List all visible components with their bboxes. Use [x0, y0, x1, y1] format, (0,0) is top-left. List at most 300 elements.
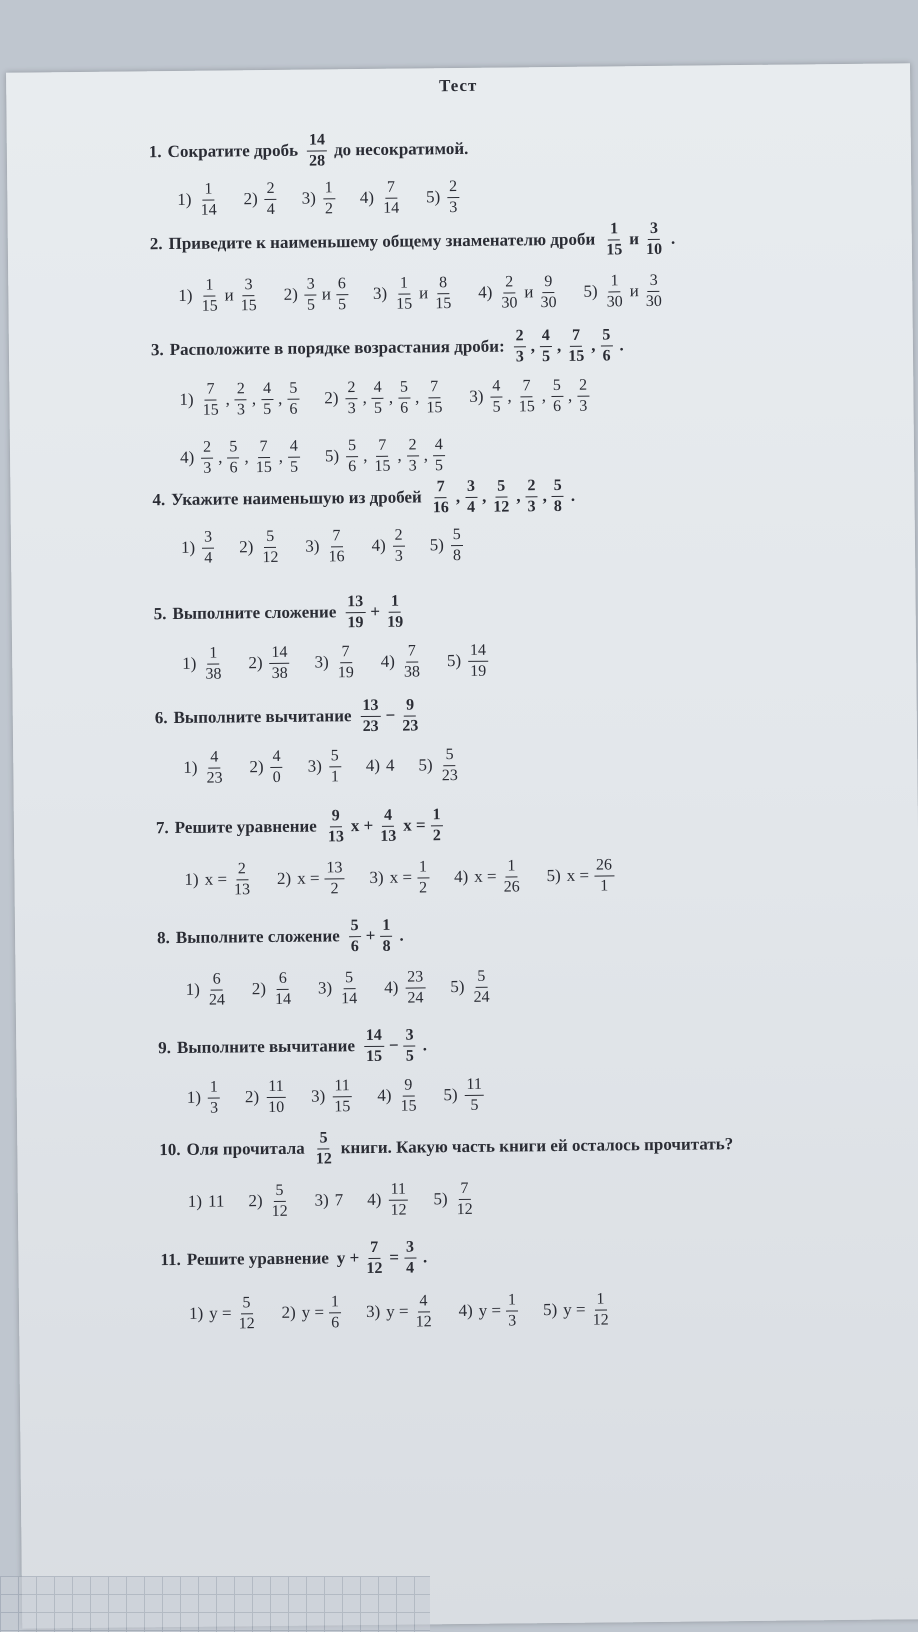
denominator: 15	[606, 240, 623, 259]
math-text: x =	[297, 868, 320, 888]
answer-label: 1)	[180, 537, 196, 558]
math-text: ,	[541, 386, 547, 406]
denominator: 12	[415, 1312, 432, 1331]
fraction	[406, 436, 418, 474]
fraction	[451, 526, 463, 564]
fraction	[238, 276, 258, 314]
answer-option	[443, 1076, 487, 1115]
test-sheet	[6, 63, 918, 1628]
answer-option	[366, 1292, 437, 1331]
math-text: x =	[403, 815, 426, 835]
fraction	[332, 1077, 352, 1115]
denominator: 6	[348, 457, 357, 475]
numerator: 2	[406, 436, 418, 456]
fraction	[372, 379, 384, 417]
denominator: 15	[396, 295, 413, 313]
answer-label: 3)	[301, 188, 316, 208]
answer-options-row	[189, 1290, 636, 1333]
numerator: 23	[405, 968, 425, 988]
numerator: 11	[464, 1076, 484, 1096]
answer-label: 4)	[453, 867, 469, 887]
numerator: 5	[346, 437, 358, 457]
answer-label: 4)	[384, 977, 399, 997]
question-number: 4.	[152, 490, 166, 510]
denominator: 3	[203, 459, 212, 477]
answer-label: 1)	[182, 653, 197, 674]
question-text: Расположите в порядке возрастания дроби:	[169, 336, 505, 360]
denominator: 15	[366, 1047, 383, 1065]
question-number: 5.	[153, 604, 167, 624]
numerator: 9	[330, 807, 342, 827]
fraction	[372, 437, 392, 475]
answer-option	[324, 378, 447, 417]
denominator: 14	[341, 989, 358, 1007]
numerator: 1	[608, 272, 620, 292]
answer-option	[181, 529, 218, 568]
answer-label: 2)	[324, 388, 339, 408]
numerator: 3	[465, 478, 477, 498]
fraction	[501, 857, 521, 895]
math-text: 7	[334, 1190, 344, 1210]
answer-label: 3)	[305, 536, 320, 556]
question-text: Решите уравнение	[186, 1248, 329, 1269]
answer-label: 2)	[249, 757, 264, 777]
answer-option	[314, 1190, 345, 1210]
numerator: 5	[329, 747, 341, 767]
denominator: 23	[441, 766, 458, 784]
answer-label: 5)	[542, 1300, 558, 1320]
question-5	[154, 593, 409, 634]
question-number: 11.	[160, 1250, 181, 1270]
fraction	[499, 273, 519, 311]
denominator: 15	[334, 1097, 351, 1115]
answer-option	[369, 858, 432, 897]
fraction	[517, 377, 537, 415]
numerator: 7	[330, 527, 342, 547]
fraction	[594, 856, 614, 894]
numerator: 5	[273, 1182, 285, 1202]
denominator: 12	[456, 1200, 473, 1218]
denominator: 14	[383, 199, 400, 217]
numerator: 4	[288, 438, 300, 458]
answer-option	[243, 180, 280, 219]
math-text: −	[385, 705, 396, 725]
math-text: x =	[474, 866, 497, 886]
numerator: 5	[495, 478, 507, 498]
denominator: 6	[602, 347, 611, 365]
answer-label: 4)	[478, 282, 493, 302]
denominator: 6	[289, 400, 298, 418]
fraction	[345, 593, 365, 631]
fraction	[380, 917, 392, 955]
fraction	[287, 380, 299, 418]
answer-label: 2)	[243, 189, 258, 209]
math-text: ,	[397, 445, 402, 465]
answer-label: 2)	[248, 653, 263, 673]
answer-option	[245, 1078, 290, 1117]
fraction	[388, 1181, 408, 1219]
fraction	[402, 642, 422, 680]
denominator: 13	[380, 827, 397, 845]
denominator: 28	[309, 151, 326, 170]
fraction	[324, 859, 344, 897]
math-text: +	[365, 926, 376, 946]
numerator: 7	[435, 478, 447, 498]
math-text: ,	[556, 336, 562, 356]
answer-option	[239, 528, 284, 567]
answer-options-row	[179, 376, 614, 419]
denominator: 8	[382, 937, 391, 955]
numerator: 5	[349, 917, 361, 937]
fraction	[464, 1076, 484, 1114]
numerator: 4	[208, 749, 220, 769]
numerator: 3	[242, 276, 254, 296]
numerator: 5	[551, 377, 563, 397]
math-text: ,	[388, 387, 394, 407]
fraction	[431, 478, 451, 516]
answer-label: 2)	[276, 868, 292, 889]
numerator: 11	[332, 1077, 352, 1097]
question-expression	[601, 220, 667, 259]
answer-option	[248, 644, 293, 683]
fraction	[490, 378, 502, 416]
numerator: 2	[577, 377, 589, 397]
denominator: 14	[200, 201, 217, 219]
question-expression	[511, 326, 616, 365]
numerator: 7	[385, 179, 397, 199]
answer-option	[305, 527, 350, 566]
answer-label: 5)	[433, 1189, 448, 1209]
math-text: +	[370, 601, 381, 622]
denominator: 30	[501, 293, 518, 312]
fraction	[260, 528, 280, 566]
fraction	[236, 1294, 256, 1332]
denominator: 5	[337, 295, 347, 313]
denominator: 6	[331, 1313, 340, 1331]
answer-option	[426, 178, 463, 217]
fraction	[454, 1180, 474, 1218]
numerator: 5	[398, 379, 410, 399]
numerator: 4	[270, 748, 282, 768]
denominator: 13	[234, 880, 251, 898]
math-text: ,	[516, 486, 521, 506]
numerator: 1	[380, 917, 392, 937]
fraction	[392, 527, 404, 565]
numerator: 14	[269, 644, 289, 664]
denominator: 6	[350, 937, 359, 955]
question-text-tail: .	[570, 485, 576, 505]
fraction	[273, 970, 293, 1008]
answer-label: 2)	[281, 1302, 296, 1323]
numerator: 8	[437, 274, 449, 294]
fraction	[314, 1129, 334, 1167]
fraction	[364, 1239, 384, 1277]
question-text: Решите уравнение	[174, 816, 317, 838]
numerator: 1	[505, 857, 517, 877]
math-text: ,	[225, 389, 230, 409]
denominator: 6	[552, 397, 562, 415]
answer-label: 2)	[283, 284, 298, 304]
question-6	[155, 696, 424, 737]
denominator: 5	[470, 1096, 479, 1114]
denominator: 3	[209, 1099, 219, 1117]
answer-options-row	[181, 526, 488, 567]
math-text: ,	[363, 446, 368, 466]
answer-option	[583, 272, 667, 311]
fraction	[403, 1026, 415, 1064]
math-text: ,	[278, 388, 283, 408]
denominator: 13	[327, 827, 344, 845]
question-4	[152, 477, 575, 520]
numerator: 1	[398, 275, 410, 295]
numerator: 3	[648, 220, 660, 240]
denominator: 23	[402, 717, 419, 735]
denominator: 38	[205, 665, 222, 683]
numerator: 4	[382, 807, 394, 827]
numerator: 6	[336, 275, 348, 295]
question-text-tail: .	[619, 335, 624, 355]
answer-label: 3)	[314, 1190, 329, 1210]
fraction	[227, 438, 239, 476]
math-text: y =	[301, 1302, 325, 1322]
numerator: 5	[552, 477, 564, 497]
fraction	[400, 696, 420, 734]
answer-label: 1)	[179, 389, 194, 410]
denominator: 6	[229, 458, 238, 477]
fraction	[604, 220, 624, 258]
numerator: 5	[264, 528, 276, 548]
question-expression	[346, 917, 396, 956]
fraction	[540, 327, 552, 365]
numerator: 1	[202, 181, 214, 201]
answer-label: 2)	[239, 537, 254, 557]
numerator: 5	[443, 746, 455, 766]
denominator: 12	[315, 1149, 332, 1168]
fraction	[506, 1291, 518, 1329]
numerator: 11	[266, 1078, 286, 1098]
numerator: 5	[227, 438, 239, 458]
denominator: 12	[262, 548, 279, 566]
fraction	[604, 272, 624, 310]
question-text-tail: книги. Какую часть книги ей осталось прочитать?	[340, 1134, 734, 1158]
numerator: 2	[345, 379, 357, 399]
question-text: Выполните вычитание	[173, 706, 352, 728]
answer-option	[371, 527, 408, 566]
denominator: 19	[470, 662, 487, 680]
answer-options-row	[178, 272, 689, 316]
denominator: 5	[306, 296, 316, 314]
fraction	[232, 860, 252, 898]
denominator: 10	[268, 1098, 285, 1116]
question-3	[151, 326, 624, 369]
question-expression	[428, 477, 567, 517]
answer-label: 5)	[324, 446, 340, 466]
question-expression	[323, 806, 446, 845]
math-text: y =	[386, 1301, 409, 1321]
denominator: 23	[206, 769, 223, 787]
answer-label: 3)	[372, 283, 388, 303]
denominator: 24	[473, 988, 490, 1006]
math-text: ,	[591, 335, 596, 355]
answer-label: 4)	[380, 651, 395, 671]
numerator: 13	[324, 859, 344, 879]
answer-label: 1)	[185, 979, 200, 999]
answer-option	[180, 438, 303, 477]
denominator: 15	[374, 457, 391, 475]
fraction	[413, 1292, 433, 1330]
denominator: 3	[515, 347, 524, 366]
numerator: 13	[360, 697, 380, 717]
question-expression	[335, 1238, 420, 1277]
fraction	[207, 970, 227, 1008]
question-number: 9.	[158, 1038, 172, 1058]
answer-label: 3)	[365, 1301, 381, 1322]
numerator: 1	[506, 1291, 518, 1311]
fraction	[345, 379, 357, 417]
numerator: 7	[458, 1180, 470, 1200]
answer-option	[283, 275, 351, 314]
answer-option	[447, 642, 492, 681]
denominator: 12	[592, 1311, 609, 1329]
denominator: 4	[266, 200, 275, 218]
math-text: ,	[455, 487, 461, 507]
answer-label: 2)	[251, 979, 267, 999]
fraction	[269, 644, 289, 682]
answer-label: 2)	[244, 1087, 260, 1107]
denominator: 14	[274, 990, 292, 1008]
answer-option	[381, 642, 426, 681]
math-text: ,	[278, 446, 284, 466]
answer-option	[188, 1192, 227, 1212]
fraction	[349, 917, 361, 955]
numerator: 1	[389, 593, 401, 613]
question-number: 6.	[154, 708, 168, 728]
numerator: 7	[340, 643, 352, 663]
math-text: ,	[567, 385, 573, 405]
numerator: 3	[403, 1026, 415, 1046]
math-text: и	[418, 283, 429, 303]
answer-option	[418, 746, 463, 785]
fraction	[404, 1239, 416, 1277]
question-number: 2.	[149, 234, 163, 254]
question-text: Сократите дробь	[167, 140, 299, 162]
answer-option	[185, 970, 230, 1009]
answer-label: 5)	[546, 866, 561, 886]
answer-option	[252, 970, 297, 1009]
denominator: 12	[390, 1201, 407, 1219]
fraction	[270, 748, 282, 786]
fraction	[398, 1076, 418, 1114]
numerator: 1	[208, 1079, 220, 1099]
denominator: 3	[508, 1312, 517, 1330]
numerator: 4	[540, 327, 552, 347]
numerator: 1	[430, 806, 442, 826]
answer-label: 4)	[458, 1301, 473, 1321]
denominator: 3	[579, 397, 588, 415]
answer-label: 4)	[365, 755, 381, 776]
numerator: 2	[525, 477, 537, 497]
answer-option	[314, 643, 359, 682]
numerator: 4	[372, 379, 384, 399]
fraction	[266, 1078, 286, 1116]
numerator: 13	[345, 593, 365, 613]
answer-option	[433, 1180, 478, 1219]
denominator: 5	[541, 347, 551, 365]
denominator: 5	[405, 1047, 414, 1065]
denominator: 1	[330, 767, 340, 785]
math-text: y +	[336, 1248, 360, 1268]
page-title: Тест	[438, 75, 478, 96]
denominator: 12	[271, 1202, 288, 1220]
answer-option	[360, 179, 405, 218]
denominator: 4	[406, 1259, 415, 1277]
math-text: и	[321, 284, 332, 304]
numerator: 4	[433, 436, 445, 456]
answer-options-row	[185, 967, 516, 1009]
answer-label: 4)	[179, 447, 195, 468]
fraction	[552, 477, 564, 515]
denominator: 19	[387, 613, 404, 631]
fraction	[254, 438, 274, 476]
answer-option	[182, 644, 227, 683]
numerator: 26	[594, 856, 614, 876]
answer-label: 5)	[450, 977, 465, 997]
fraction	[433, 274, 453, 312]
denominator: 16	[328, 547, 345, 565]
fraction	[644, 220, 664, 258]
denominator: 0	[272, 768, 281, 786]
fraction	[525, 477, 537, 515]
fraction	[265, 180, 277, 218]
math-text: 11	[207, 1191, 225, 1211]
fraction	[514, 327, 526, 365]
denominator: 3	[236, 400, 246, 418]
question-text-tail: .	[422, 1035, 428, 1055]
math-text: x =	[389, 867, 413, 887]
answer-label: 3)	[307, 756, 322, 776]
fraction	[200, 381, 220, 419]
question-text: Оля прочитала	[186, 1138, 305, 1159]
answer-option	[366, 756, 397, 776]
answer-label: 1)	[186, 1087, 202, 1107]
answer-label: 1)	[177, 189, 192, 210]
numerator: 7	[406, 642, 418, 662]
math-text: ,	[362, 388, 367, 408]
answer-option	[184, 860, 255, 899]
question-text: Укажите наименьшую из дробей	[171, 487, 422, 510]
denominator: 3	[408, 457, 417, 475]
fraction	[378, 807, 398, 845]
fraction	[385, 593, 405, 631]
fraction	[551, 377, 563, 415]
fraction	[323, 179, 335, 217]
numerator: 6	[277, 970, 289, 990]
question-text-tail: .	[399, 925, 404, 945]
answer-option	[325, 436, 448, 475]
fraction	[430, 806, 442, 844]
numerator: 1	[329, 1293, 341, 1313]
answer-option	[543, 1290, 614, 1329]
denominator: 2	[432, 826, 441, 844]
answer-options-row	[184, 856, 639, 899]
numerator: 2	[236, 860, 248, 880]
fraction	[590, 1290, 610, 1328]
denominator: 19	[347, 613, 364, 631]
numerator: 5	[343, 969, 355, 989]
denominator: 19	[337, 663, 354, 681]
numerator: 14	[468, 642, 488, 662]
numerator: 7	[570, 327, 582, 347]
